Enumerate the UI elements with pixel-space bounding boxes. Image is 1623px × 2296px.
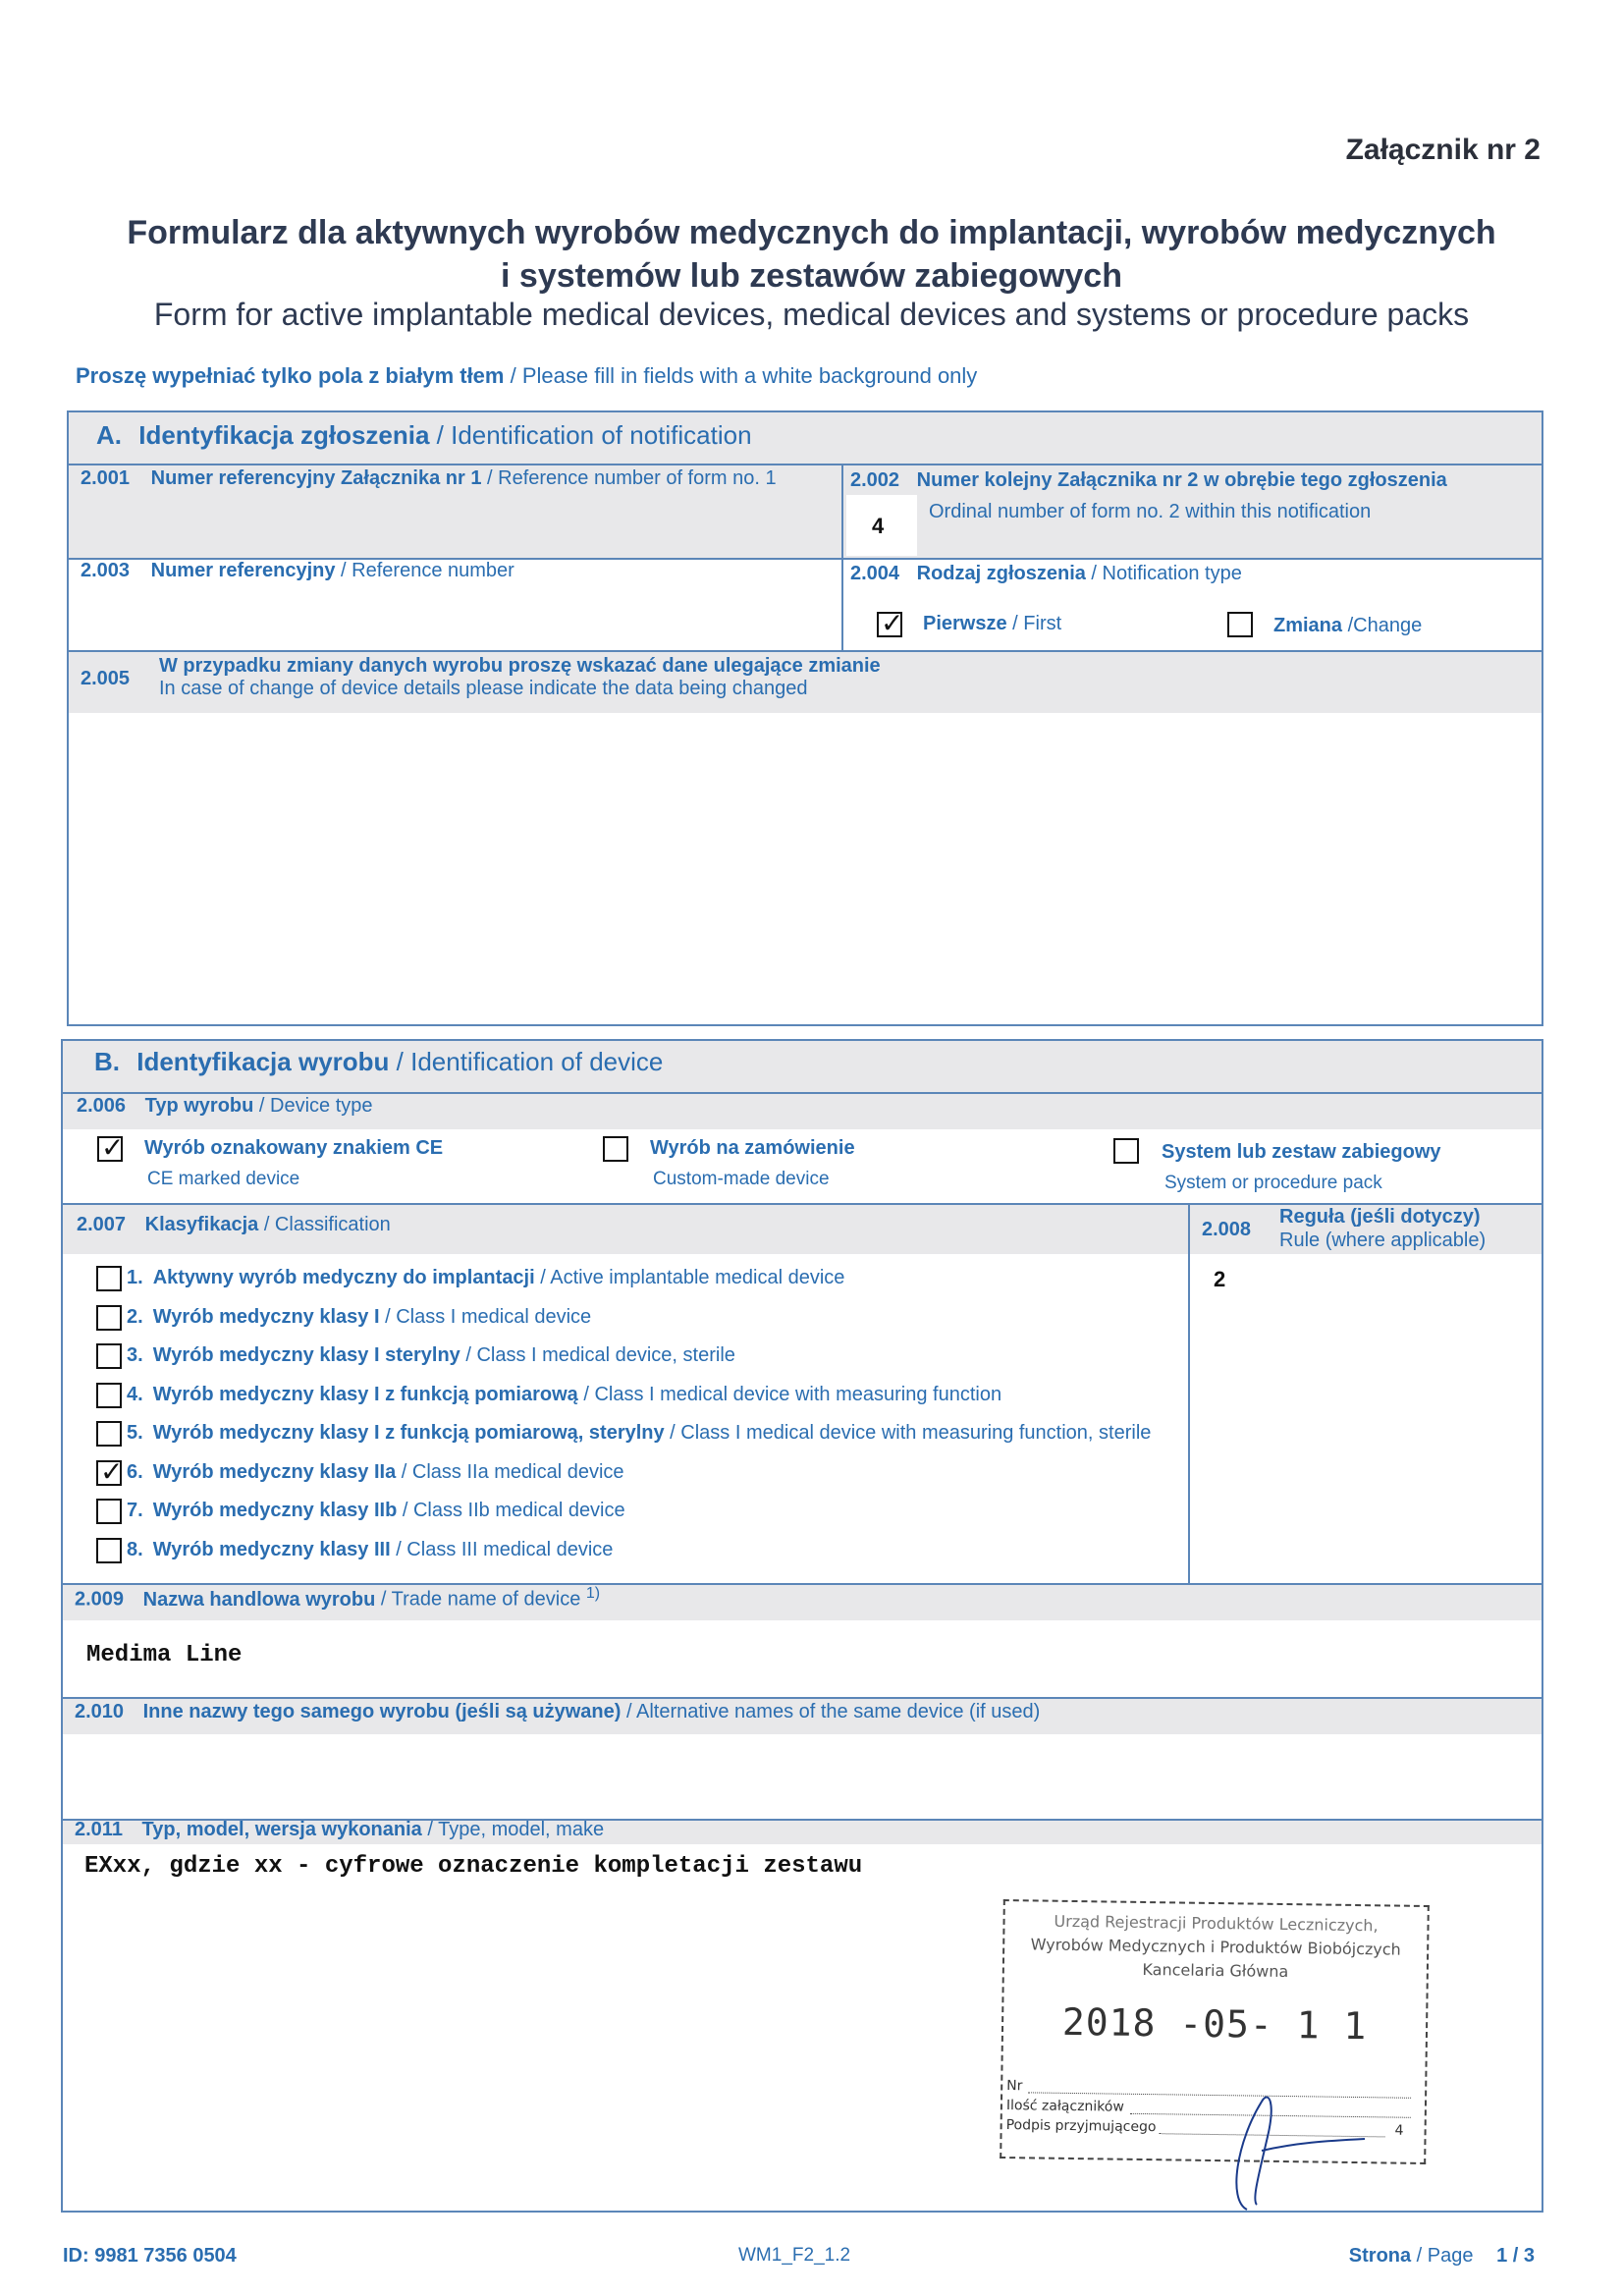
class-item-5-checkbox[interactable] bbox=[96, 1421, 122, 1447]
field-2006-label: 2.006 Typ wyrobu / Device type bbox=[77, 1095, 373, 1117]
footer-page bbox=[1349, 2245, 1535, 2268]
class-item-number: 1. bbox=[127, 1267, 143, 1288]
class-item-pl: Wyrób medyczny klasy I z funkcją pomiarową, sterylny bbox=[152, 1422, 665, 1444]
field-2004-label: 2.004 Rodzaj zgłoszenia / Notification type bbox=[850, 563, 1242, 584]
class-item-3-checkbox[interactable] bbox=[96, 1343, 122, 1369]
footer-id: ID: 9981 7356 0504 bbox=[63, 2245, 237, 2267]
trade-name-value[interactable]: Medima Line bbox=[86, 1642, 243, 1668]
class-item-4-checkbox[interactable] bbox=[96, 1383, 122, 1408]
type-model-value[interactable]: EXxx, gdzie xx - cyfrowe oznaczenie kompletacji zestawu bbox=[84, 1853, 863, 1880]
stamp-office-line2: Wyrobów Medycznych i Produktów Biobójczych bbox=[1030, 1935, 1401, 1959]
class-item-en: / Class I medical device, sterile bbox=[460, 1344, 735, 1366]
device-type-custom-checkbox[interactable] bbox=[603, 1136, 628, 1162]
class-item-4-label bbox=[127, 1384, 1001, 1406]
class-item-7-label bbox=[127, 1500, 625, 1522]
section-a-title-en: / Identification of notification bbox=[429, 420, 752, 450]
field-2002-en: Ordinal number of form no. 2 within this notification bbox=[929, 501, 1372, 522]
fill-instruction-pl: Proszę wypełniać tylko pola z białym tłem bbox=[76, 363, 505, 388]
device-type-system-pl: System lub zestaw zabiegowy bbox=[1162, 1141, 1441, 1163]
class-item-pl: Wyrób medyczny klasy I z funkcją pomiarową bbox=[152, 1384, 578, 1405]
class-item-en: / Class I medical device with measuring function bbox=[577, 1384, 1002, 1405]
stamp-date: 2018 -05- 1 1 bbox=[1061, 1999, 1368, 2049]
class-item-6-label bbox=[127, 1461, 624, 1484]
class-item-number: 5. bbox=[127, 1422, 143, 1444]
section-b-title-en: / Identification of device bbox=[389, 1047, 664, 1076]
class-item-8-checkbox[interactable] bbox=[96, 1538, 122, 1563]
fill-instruction-sep: / bbox=[504, 363, 522, 388]
device-type-ce-pl: Wyrób oznakowany znakiem CE bbox=[144, 1137, 444, 1159]
class-item-3-label bbox=[127, 1344, 735, 1367]
section-b-title-pl: Identyfikacja wyrobu bbox=[136, 1047, 390, 1076]
field-2008-num: 2.008 bbox=[1202, 1219, 1252, 1240]
stamp-attachments: Ilość załączników bbox=[1005, 2098, 1124, 2115]
section-b-letter: B. bbox=[94, 1047, 120, 1076]
class-item-pl: Wyrób medyczny klasy I sterylny bbox=[152, 1344, 460, 1366]
section-b-heading bbox=[94, 1047, 663, 1077]
fill-instruction-en: Please fill in fields with a white background only bbox=[521, 363, 978, 388]
class-item-pl: Wyrób medyczny klasy IIb bbox=[152, 1500, 398, 1521]
class-item-5-label bbox=[127, 1422, 1151, 1445]
field-2010-label: 2.010 Inne nazwy tego samego wyrobu (jeśli są używane) / Alternative names of the same device (if used) bbox=[75, 1701, 1041, 1722]
device-type-ce-checkbox[interactable] bbox=[97, 1136, 123, 1162]
notification-first-checkbox[interactable] bbox=[877, 612, 902, 637]
device-type-custom-pl: Wyrób na zamówienie bbox=[650, 1137, 855, 1159]
field-2007-label: 2.007 Klasyfikacja / Classification bbox=[77, 1214, 391, 1235]
class-item-number: 3. bbox=[127, 1344, 143, 1366]
class-item-en: / Class IIa medical device bbox=[396, 1461, 624, 1483]
device-type-custom-en: Custom-made device bbox=[653, 1169, 830, 1189]
class-item-2-label bbox=[127, 1306, 591, 1329]
field-2011-label: 2.011 Typ, model, wersja wykonania / Type, model, make bbox=[75, 1819, 605, 1840]
class-item-number: 8. bbox=[127, 1539, 143, 1560]
stamp-nr: Nr bbox=[1006, 2078, 1023, 2095]
footer-page-num: 1 / 3 bbox=[1496, 2245, 1535, 2267]
class-item-6-checkbox[interactable] bbox=[96, 1460, 122, 1486]
section-a-heading bbox=[96, 420, 752, 451]
notification-first-label: Pierwsze / First bbox=[923, 613, 1062, 634]
field-2010-input[interactable] bbox=[65, 1736, 1540, 1817]
form-title-pl-1: Formularz dla aktywnych wyrobów medycznych do implantacji, wyrobów medycznych bbox=[127, 214, 1496, 251]
class-item-en: / Active implantable medical device bbox=[534, 1267, 845, 1288]
class-item-en: / Class I medical device bbox=[379, 1306, 592, 1328]
device-type-system-checkbox[interactable] bbox=[1113, 1138, 1139, 1164]
class-item-7-checkbox[interactable] bbox=[96, 1499, 122, 1524]
stamp-count: 4 bbox=[1394, 2122, 1404, 2139]
field-2008-en: Rule (where applicable) bbox=[1279, 1230, 1487, 1251]
form-title-pl-2: i systemów lub zestawów zabiegowych bbox=[501, 257, 1122, 295]
field-2005-pl: W przypadku zmiany danych wyrobu proszę wskazać dane ulegające zmianie bbox=[159, 655, 881, 677]
field-2009-label: 2.009 Nazwa handlowa wyrobu / Trade name of device $^{1)}$ bbox=[75, 1585, 601, 1611]
field-2008-value[interactable]: 2 bbox=[1214, 1267, 1226, 1291]
class-item-number: 6. bbox=[127, 1461, 143, 1483]
class-item-number: 2. bbox=[127, 1306, 143, 1328]
stamp-signature-label: Podpis przyjmującego bbox=[1005, 2117, 1157, 2136]
device-type-system-en: System or procedure pack bbox=[1164, 1173, 1382, 1193]
footer-page-pl: Strona bbox=[1348, 2245, 1412, 2267]
class-item-pl: Aktywny wyrób medyczny do implantacji bbox=[152, 1267, 535, 1288]
class-item-2-checkbox[interactable] bbox=[96, 1305, 122, 1331]
stamp-office-line3: Kancelaria Główna bbox=[1142, 1959, 1289, 1982]
class-item-pl: Wyrób medyczny klasy IIa bbox=[152, 1461, 397, 1483]
class-item-pl: Wyrób medyczny klasy III bbox=[152, 1539, 391, 1560]
stamp-office-line1: Urząd Rejestracji Produktów Leczniczych, bbox=[1054, 1911, 1379, 1936]
class-item-8-label bbox=[127, 1539, 613, 1561]
footer-code: WM1_F2_1.2 bbox=[738, 2245, 851, 2266]
field-2005-num: 2.005 bbox=[81, 668, 131, 689]
class-item-1-label bbox=[127, 1267, 844, 1289]
field-2001-label: 2.001 Numer referencyjny Załącznika nr 1 / Reference number of form no. 1 bbox=[81, 467, 777, 489]
signature-scribble bbox=[1208, 2082, 1375, 2219]
section-a-letter: A. bbox=[96, 420, 122, 450]
class-item-number: 4. bbox=[127, 1384, 143, 1405]
field-2008-pl: Reguła (jeśli dotyczy) bbox=[1279, 1206, 1481, 1228]
field-2003-input[interactable] bbox=[71, 587, 839, 648]
device-type-ce-en: CE marked device bbox=[147, 1169, 300, 1189]
section-a-title-pl: Identyfikacja zgłoszenia bbox=[138, 420, 430, 450]
class-item-1-checkbox[interactable] bbox=[96, 1266, 122, 1291]
field-2002-value: 4 bbox=[872, 514, 885, 538]
notification-change-label: Zmiana /Change bbox=[1273, 615, 1423, 636]
annex-label: Załącznik nr 2 bbox=[1345, 134, 1541, 166]
class-item-en: / Class IIb medical device bbox=[397, 1500, 625, 1521]
form-title-en: Form for active implantable medical devices, medical devices and systems or procedure packs bbox=[153, 297, 1470, 332]
class-item-en: / Class I medical device with measuring function, sterile bbox=[664, 1422, 1152, 1444]
footer-page-sep: / Page bbox=[1411, 2245, 1474, 2267]
notification-change-checkbox[interactable] bbox=[1227, 612, 1253, 637]
class-item-pl: Wyrób medyczny klasy I bbox=[152, 1306, 380, 1328]
class-item-en: / Class III medical device bbox=[390, 1539, 614, 1560]
field-2005-en: In case of change of device details please indicate the data being changed bbox=[159, 678, 808, 699]
fill-instruction bbox=[76, 363, 977, 389]
field-2002-label: 2.002 Numer kolejny Załącznika nr 2 w obrębie tego zgłoszenia bbox=[850, 469, 1447, 491]
class-item-number: 7. bbox=[127, 1500, 143, 1521]
field-2003-label: 2.003 Numer referencyjny / Reference number bbox=[81, 560, 514, 581]
field-2005-input[interactable] bbox=[71, 715, 1540, 1023]
